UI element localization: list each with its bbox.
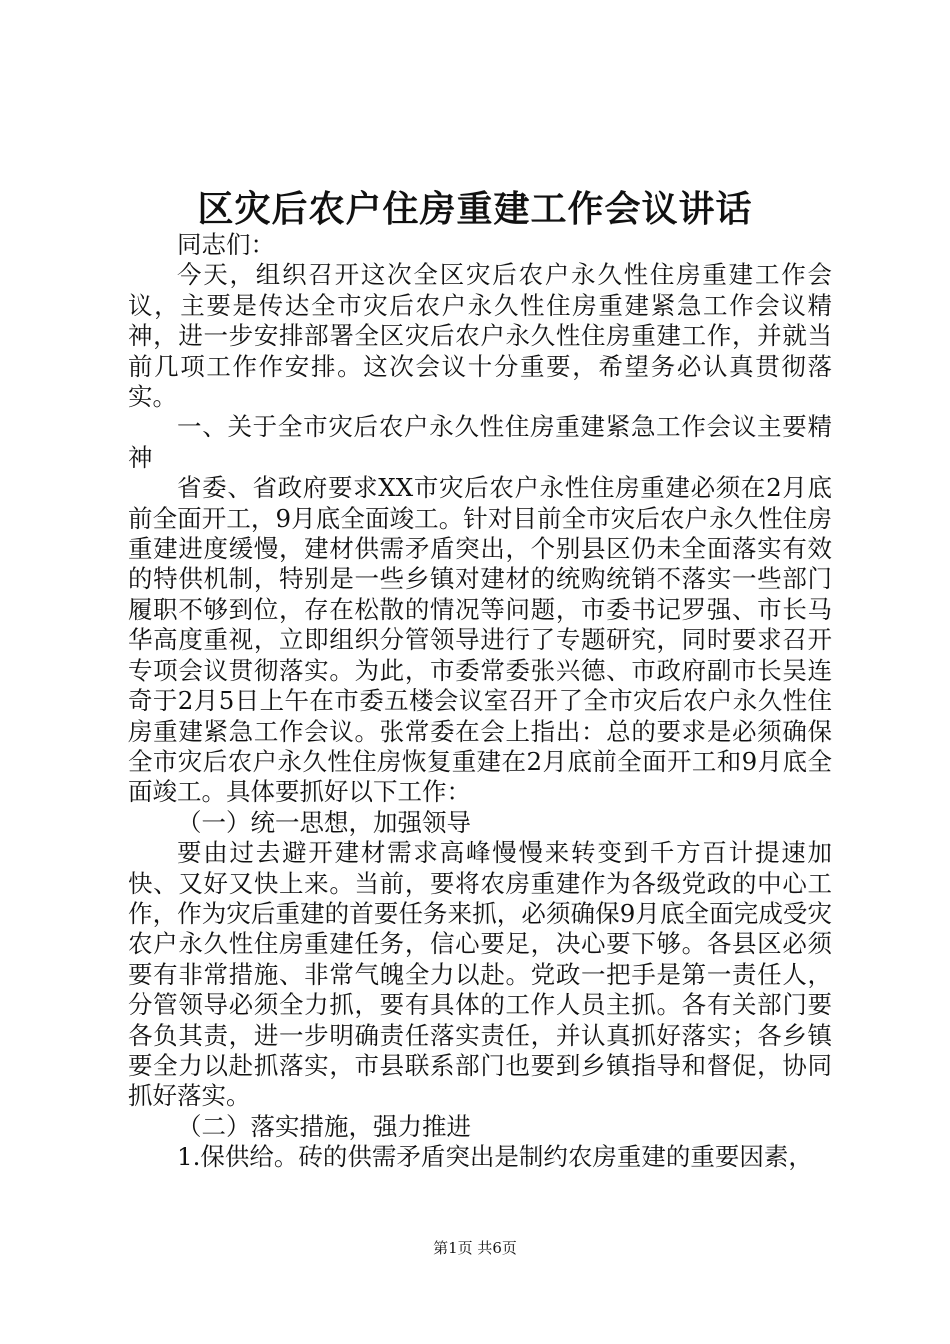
salutation-paragraph: 同志们： [177,230,275,259]
section-1-paragraph: 省委、省政府要求XX市灾后农户永性住房重建必须在2月底前全面开工，9月底全面竣工。针对目前全市灾后农户永久性住房重建进度缓慢，建材供需矛盾突出，个别县区仍未全面落实有效的特供机制，特别是一些乡镇对建材的统购统销不落实一些部门履职不够到位，存在松散的情况等问题，市委书记罗强、市长马华高度重视，立即组织分管领导进行了专题研究，同时要求召开专项会议贯彻落实。为此，市委常委张兴德、市政府副市长吴连奇于2月5日上午在市委五楼会议室召开了全市灾后农户永久性住房重建紧急工作会议。张常委在会上指出：总的要求是必须确保全市灾后农户永久性住房恢复重建在2月底前全面开工和9月底全面竣工。具体要抓好以下工作： [128,473,832,807]
subsection-heading-2: （二）落实措施，强力推进 [177,1111,471,1141]
section-heading-1: 一、关于全市灾后农户永久性住房重建紧急工作会议主要精神 [128,412,832,472]
subsection-heading-1: （一）统一思想，加强领导 [177,807,471,837]
intro-paragraph: 今天，组织召开这次全区灾后农户永久性住房重建工作会议，主要是传达全市灾后农户永久性住房重建紧急工作会议精神，进一步安排部署全区灾后农户永久性住房重建工作，并就当前几项工作作安排。这次会议十分重要，希望务必认真贯彻落实。 [128,260,832,412]
subsection-2-paragraph: 1.保供给。砖的供需矛盾突出是制约农房重建的重要因素， [177,1142,813,1172]
document-title: 区灾后农户住房重建工作会议讲话 [197,188,753,230]
document-body [128,230,832,1173]
subsection-1-paragraph: 要由过去避开建材需求高峰慢慢来转变到千方百计提速加快、又好又快上来。当前，要将农房重建作为各级党政的中心工作，作为灾后重建的首要任务来抓，必须确保9月底全面完成受灾农户永久性住房重建任务，信心要足，决心要下够。各县区必须要有非常措施、非常气魄全力以赴。党政一把手是第一责任人，分管领导必须全力抓，要有具体的工作人员主抓。各有关部门要各负其责，进一步明确责任落实责任，并认真抓好落实；各乡镇要全力以赴抓落实，市县联系部门也要到乡镇指导和督促，协同抓好落实。 [128,838,832,1111]
page-footer: 第1页 共6页 [433,1239,517,1257]
